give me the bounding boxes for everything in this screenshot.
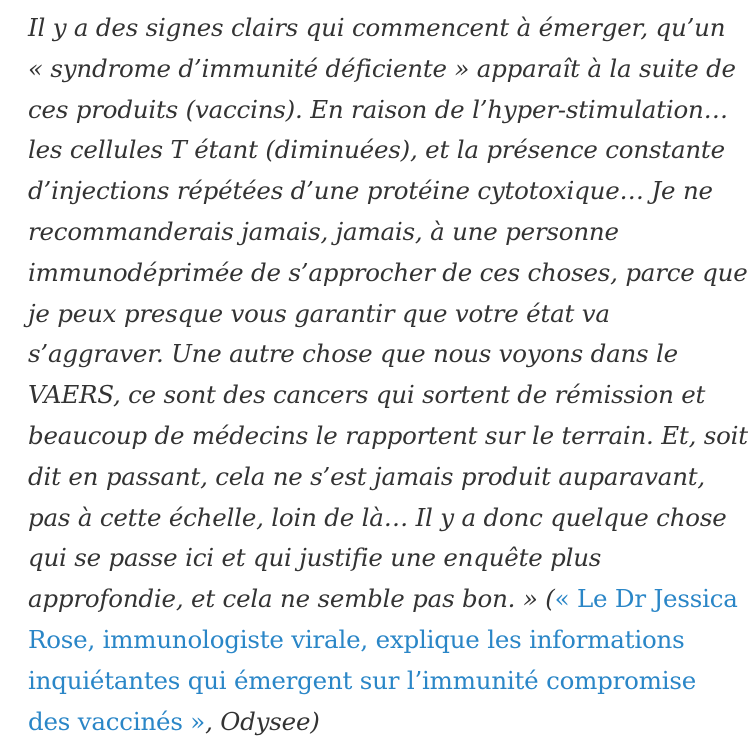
quote-ending-text: approfondie, et cela ne semble pas bon. » (: [28, 584, 555, 614]
source-citation-line: [28, 702, 700, 743]
source-link-line: [28, 620, 700, 661]
quote-line: d’injections répétées d’une protéine cytotoxique… Je ne: [28, 176, 713, 206]
citation-closing: ): [310, 706, 320, 736]
source-article-link[interactable]: des vaccinés »: [28, 706, 206, 736]
quote-line: ces produits (vaccins). En raison de l’hyper-stimulation…: [28, 94, 728, 124]
source-name: Odysee: [220, 706, 311, 736]
source-article-link[interactable]: inquiétantes qui émergent sur l’immunité compromise: [28, 665, 697, 695]
quote-line: VAERS, ce sont des cancers qui sortent de rémission et: [28, 380, 706, 410]
quote-line: Il y a des signes clairs qui commencent à émerger, qu’un: [28, 13, 726, 42]
quote-line: les cellules T étant (diminuées), et la présence constante: [28, 135, 725, 165]
quote-line: pas à cette échelle, loin de là… Il y a donc quelque chose: [28, 502, 727, 532]
source-link-line: [28, 661, 700, 702]
quote-line: beaucoup de médecins le rapportent sur le terrain. Et, soit: [28, 420, 748, 450]
quote-line: dit en passant, cela ne s’est jamais produit auparavant,: [28, 461, 706, 491]
quote-line: je peux presque vous garantir que votre état va: [28, 298, 610, 328]
quote-final-line: [28, 579, 738, 620]
quote-line: immunodéprimée de s’approcher de ces choses, parce que: [28, 257, 748, 287]
quote-paragraph: [28, 8, 748, 742]
quote-line: qui se passe ici et qui justifie une enquête plus: [28, 543, 602, 573]
quote-line: recommanderais jamais, jamais, à une personne: [28, 216, 619, 246]
source-article-link[interactable]: « Le Dr Jessica: [554, 584, 738, 614]
citation-separator: ,: [205, 706, 221, 736]
source-article-link[interactable]: Rose, immunologiste virale, explique les informations: [28, 624, 685, 654]
quote-line: « syndrome d’immunité déficiente » apparaît à la suite de: [28, 53, 736, 83]
quote-line: s’aggraver. Une autre chose que nous voyons dans le: [28, 339, 678, 369]
